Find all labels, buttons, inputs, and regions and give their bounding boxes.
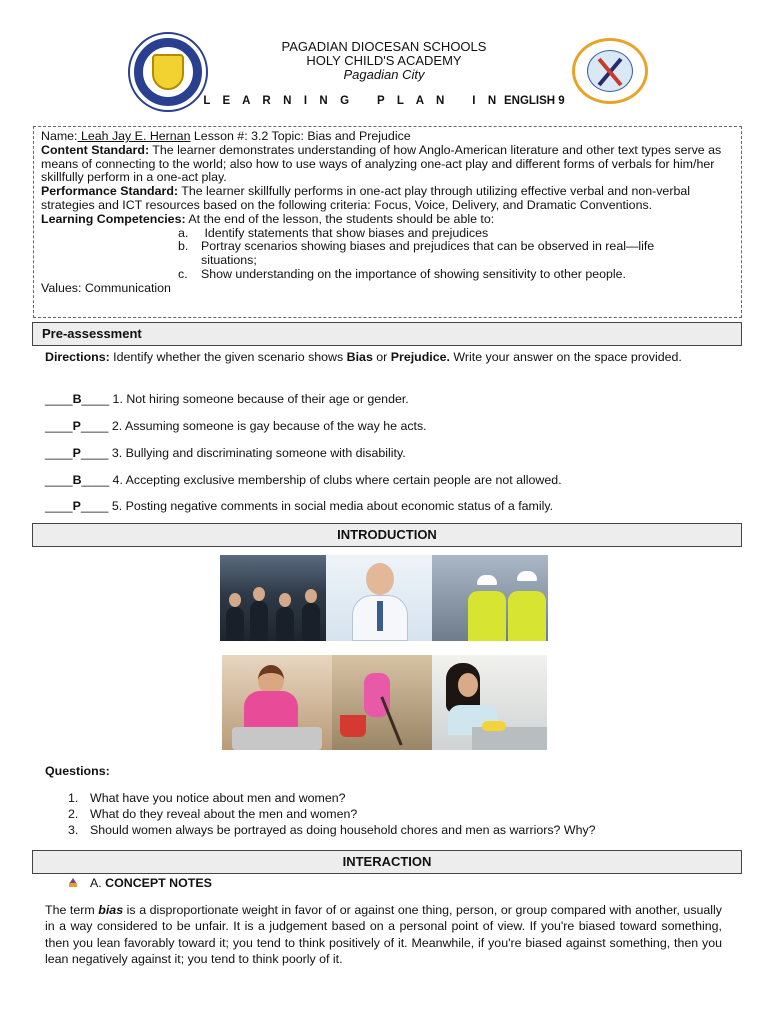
questions-list (68, 790, 596, 838)
question-item (68, 806, 596, 822)
item-text: 4. Accepting exclusive membership of clubs where certain people are not allowed. (112, 473, 562, 487)
name-label: Name: (41, 129, 78, 143)
competencies-intro-text: At the end of the lesson, the students should be able to: (185, 211, 495, 226)
blank-pre: ____ (45, 446, 73, 460)
directions-text: Identify whether the given scenario shows (109, 350, 347, 364)
concept-notes-title: CONCEPT NOTES (105, 876, 212, 890)
pre-assessment-bar: Pre-assessment (32, 322, 742, 346)
blank-pre: ____ (45, 419, 73, 433)
academy-name: HOLY CHILD'S ACADEMY (306, 53, 462, 68)
assessment-item (45, 446, 406, 460)
para-text-2: is a disproportionate weight in favor of or against one thing, person, or group compared with another, usually in a way considered to be unfair. It is a judgement based on a personal point of view. If you're biased toward something, then you lean favorably toward it; you tend to think positively of it. Meanwhile, if you're biased against something, then you lean negatively against it; you tend to think poorly of it. (45, 903, 722, 967)
name-value: Leah Jay E. Hernan (77, 129, 191, 143)
question-number: 3. (68, 823, 79, 837)
question-number: 2. (68, 807, 79, 821)
answer: P (72, 419, 81, 433)
blank-pre: ____ (45, 473, 73, 487)
concept-notes-heading (68, 876, 212, 890)
blank-post: ____ (81, 392, 113, 406)
assessment-item (45, 499, 553, 513)
blank-pre: ____ (45, 392, 73, 406)
male-doctor-photo (326, 555, 432, 641)
content-standard (41, 144, 734, 185)
competency-letter: a. (178, 225, 189, 240)
prejudice-word: Prejudice. (390, 350, 450, 364)
bias-word: Bias (346, 350, 373, 364)
directions-text-2: Write your answer on the space provided. (449, 350, 682, 364)
competency-item (41, 227, 734, 241)
woman-washing-dishes-photo (432, 655, 547, 750)
plan-title-label: L E A R N I N G P L A N I N (203, 95, 501, 107)
para-text-1: The term (45, 903, 99, 917)
plan-title-subject: ENGLISH 9 (503, 95, 565, 107)
competency-text: Portray scenarios showing biases and prejudices that can be observed in real—life (201, 239, 655, 254)
or-word: or (372, 350, 391, 364)
content-standard-label: Content Standard: (41, 142, 150, 157)
question-text: Should women always be portrayed as doing household chores and men as warriors? Why? (90, 823, 596, 837)
competency-text: Identify statements that show biases and prejudices (201, 225, 489, 240)
city-name: Pagadian City (343, 67, 425, 82)
question-number: 1. (68, 791, 79, 805)
performance-standard (41, 185, 734, 213)
answer: B (72, 392, 82, 406)
competency-item (41, 240, 734, 254)
competencies-label: Learning Competencies: (41, 211, 186, 226)
question-text: What have you notice about men and women? (90, 791, 346, 805)
concept-notes-prefix: A. (90, 876, 106, 890)
directions (45, 350, 722, 366)
name-line (41, 130, 734, 144)
competency-item (41, 268, 734, 282)
bias-term: bias (98, 903, 124, 917)
introduction-bar: INTRODUCTION (32, 523, 742, 547)
lesson-topic: Lesson #: 3.2 Topic: Bias and Prejudice (190, 129, 411, 143)
item-text: 5. Posting negative comments in social media about economic status of a family. (111, 499, 554, 513)
police-officers-photo (220, 555, 326, 641)
performance-standard-text: The learner skillfully performs in one-act play through utilizing effective verbal and non-verbal strategies and ICT resources based on the following criteria: Focus, Voice, Delivery, and Dramatic Conventions. (41, 184, 690, 212)
competency-text: Show understanding on the importance of showing sensitivity to other people. (201, 266, 626, 281)
question-item (68, 822, 596, 838)
assessment-item (45, 473, 562, 487)
item-text: 3. Bullying and discriminating someone with disability. (111, 446, 406, 460)
answer: P (72, 446, 81, 460)
lesson-info-box (33, 126, 742, 318)
competency-text: situations; (201, 253, 257, 268)
competencies-intro (41, 213, 734, 227)
performance-standard-label: Performance Standard: (41, 184, 179, 199)
blank-post: ____ (80, 419, 112, 433)
blank-post: ____ (80, 499, 112, 513)
answer: B (72, 473, 82, 487)
question-text: What do they reveal about the men and women? (90, 807, 358, 821)
directions-label: Directions: (45, 350, 110, 364)
content-standard-text: The learner demonstrates understanding of how Anglo-American literature and other text types serve as means of connecting to the world; also how to use ways of analyzing one-act play and different forms of verbals for him/her skillfully perform in a one-act play. (41, 142, 722, 185)
competency-letter: c. (178, 266, 188, 281)
bias-definition-paragraph (45, 902, 722, 968)
assessment-item (45, 392, 409, 406)
blank-post: ____ (81, 473, 113, 487)
item-text: 1. Not hiring someone because of their age or gender. (112, 392, 409, 406)
arrow-bullet-icon (68, 878, 78, 888)
assessment-item (45, 419, 427, 433)
blank-post: ____ (80, 446, 112, 460)
question-item (68, 790, 596, 806)
item-text: 2. Assuming someone is gay because of the way he acts. (111, 419, 427, 433)
woman-cooking-photo (222, 655, 332, 750)
construction-workers-photo (432, 555, 548, 641)
competency-letter: b. (178, 239, 189, 254)
competency-item (41, 254, 734, 268)
plan-title (0, 95, 768, 107)
school-name: PAGADIAN DIOCESAN SCHOOLS (281, 39, 487, 54)
interaction-bar: INTERACTION (32, 850, 742, 874)
values-line: Values: Communication (41, 280, 171, 295)
answer: P (72, 499, 81, 513)
blank-pre: ____ (45, 499, 73, 513)
questions-heading: Questions: (45, 764, 110, 778)
woman-mopping-photo (332, 655, 432, 750)
